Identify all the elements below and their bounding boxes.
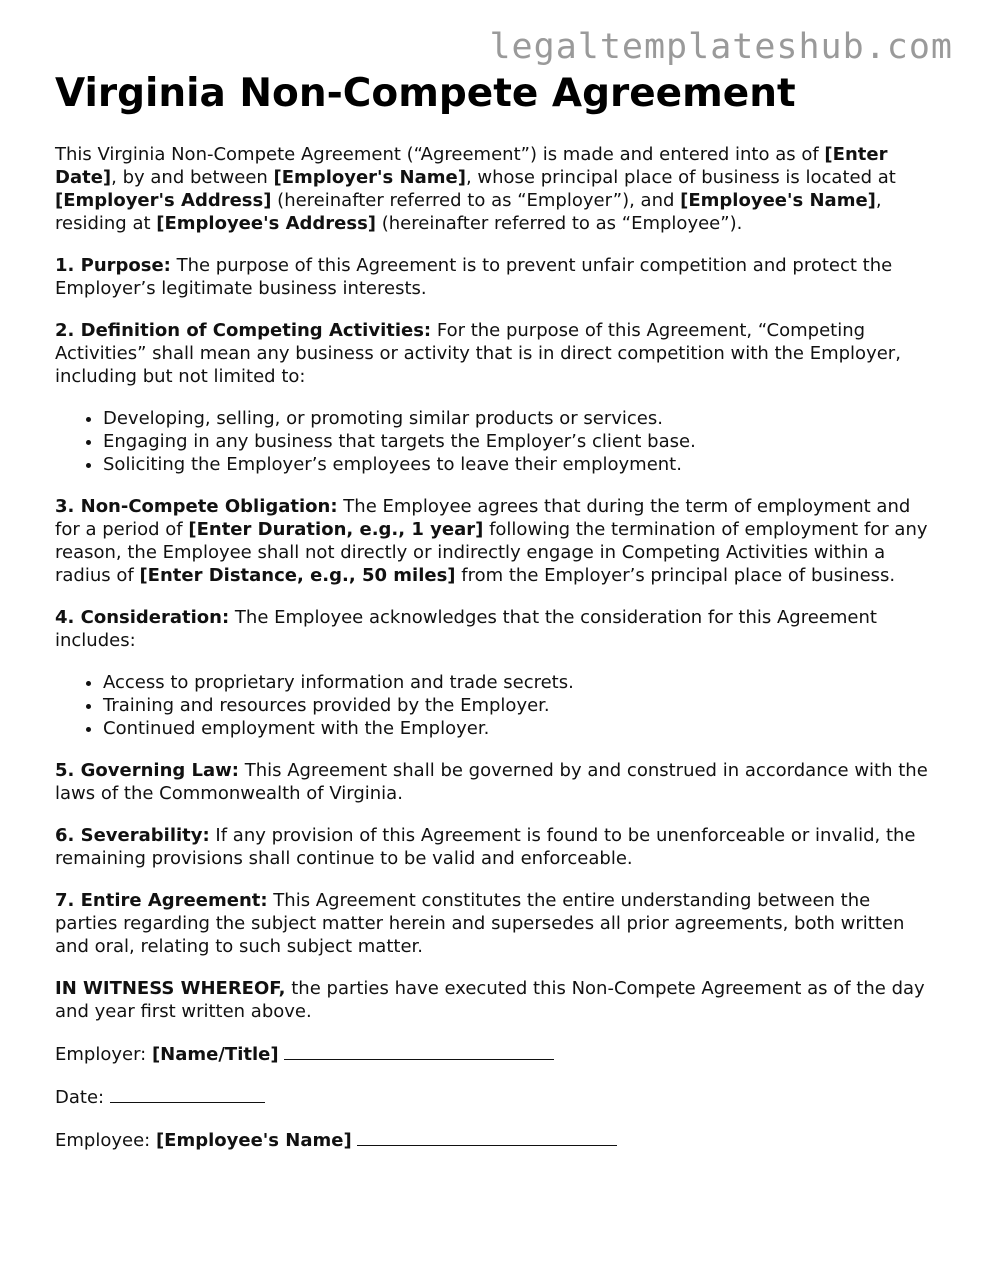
witness-heading: IN WITNESS WHEREOF, xyxy=(55,977,286,999)
section-heading: 3. Non-Compete Obligation: xyxy=(55,495,338,517)
date-blank[interactable] xyxy=(110,1085,265,1103)
section-heading: 7. Entire Agreement: xyxy=(55,889,268,911)
employer-label: Employer: xyxy=(55,1043,152,1065)
section-text: For the purpose of this Agreement, “Competing Activities” shall mean any business or activity that is in direct competition with the Employer, including but not limited to: xyxy=(55,319,901,387)
section-heading: 5. Governing Law: xyxy=(55,759,239,781)
employer-address-placeholder: [Employer's Address] xyxy=(55,189,272,211)
witness-text: the parties have executed this Non-Compete Agreement as of the day and year first written above. xyxy=(55,977,925,1022)
intro-text: This Virginia Non-Compete Agreement (“Agreement”) is made and entered into as of xyxy=(55,143,825,165)
section-competing-activities xyxy=(55,319,935,388)
section-text: The Employee agrees that during the term of employment and for a period of xyxy=(55,495,911,540)
section-non-compete-obligation xyxy=(55,495,935,587)
distance-placeholder: [Enter Distance, e.g., 50 miles] xyxy=(139,564,456,586)
section-consideration xyxy=(55,606,935,652)
signature-block xyxy=(55,1042,935,1152)
section-entire-agreement xyxy=(55,889,935,958)
employee-name-placeholder: [Employee's Name] xyxy=(680,189,876,211)
witness-paragraph xyxy=(55,977,935,1023)
competing-activities-list xyxy=(55,407,935,476)
document-title: Virginia Non-Compete Agreement xyxy=(55,71,796,116)
section-heading: 4. Consideration: xyxy=(55,606,230,628)
list-item: • Continued employment with the Employer. xyxy=(103,717,935,740)
section-heading: 1. Purpose: xyxy=(55,254,171,276)
duration-placeholder: [Enter Duration, e.g., 1 year] xyxy=(188,518,484,540)
employee-address-placeholder: [Employee's Address] xyxy=(156,212,377,234)
employee-signature-blank[interactable] xyxy=(357,1128,617,1146)
section-text: This Agreement shall be governed by and construed in accordance with the laws of the Commonwealth of Virginia. xyxy=(55,759,928,804)
intro-text: , residing at xyxy=(55,189,882,234)
employer-title-placeholder: [Name/Title] xyxy=(151,1043,279,1065)
section-text: This Agreement constitutes the entire understanding between the parties regarding the subject matter herein and supersedes all prior agreements, both written and oral, relating to such subject matter. xyxy=(55,889,905,957)
section-severability xyxy=(55,824,935,870)
section-text: The purpose of this Agreement is to prevent unfair competition and protect the Employer’s legitimate business interests. xyxy=(55,254,893,299)
section-text: from the Employer’s principal place of business. xyxy=(455,564,896,586)
intro-text: , by and between xyxy=(111,166,274,188)
section-text: If any provision of this Agreement is found to be unenforceable or invalid, the remaining provisions shall continue to be valid and enforceable. xyxy=(55,824,916,869)
employer-signature-line xyxy=(55,1042,935,1066)
date-placeholder: [Enter Date] xyxy=(55,143,888,188)
employee-label: Employee: xyxy=(55,1129,156,1151)
date-signature-line xyxy=(55,1085,935,1109)
section-heading: 6. Severability: xyxy=(55,824,210,846)
intro-paragraph xyxy=(55,143,935,235)
date-label: Date: xyxy=(55,1086,110,1108)
intro-text: , whose principal place of business is located at xyxy=(465,166,896,188)
list-item: • Access to proprietary information and trade secrets. xyxy=(103,671,935,694)
document-body xyxy=(55,72,935,1171)
consideration-list xyxy=(55,671,935,740)
employee-name-signature-placeholder: [Employee's Name] xyxy=(155,1129,352,1151)
intro-text: (hereinafter referred to as “Employer”), and xyxy=(271,189,681,211)
section-governing-law xyxy=(55,759,935,805)
section-heading: 2. Definition of Competing Activities: xyxy=(55,319,432,341)
employer-signature-blank[interactable] xyxy=(284,1042,554,1060)
watermark: legaltemplateshub.com xyxy=(489,27,953,67)
employer-name-placeholder: [Employer's Name] xyxy=(273,166,466,188)
employee-signature-line xyxy=(55,1128,935,1152)
section-text: The Employee acknowledges that the consideration for this Agreement includes: xyxy=(55,606,877,651)
section-purpose xyxy=(55,254,935,300)
intro-text: (hereinafter referred to as “Employee”). xyxy=(376,212,743,234)
list-item: • Developing, selling, or promoting similar products or services. xyxy=(103,407,935,430)
list-item: • Soliciting the Employer’s employees to leave their employment. xyxy=(103,453,935,476)
list-item: • Training and resources provided by the Employer. xyxy=(103,694,935,717)
list-item: • Engaging in any business that targets the Employer’s client base. xyxy=(103,430,935,453)
section-text: following the termination of employment for any reason, the Employee shall not directly or indirectly engage in Competing Activities within a radius of xyxy=(55,518,928,586)
